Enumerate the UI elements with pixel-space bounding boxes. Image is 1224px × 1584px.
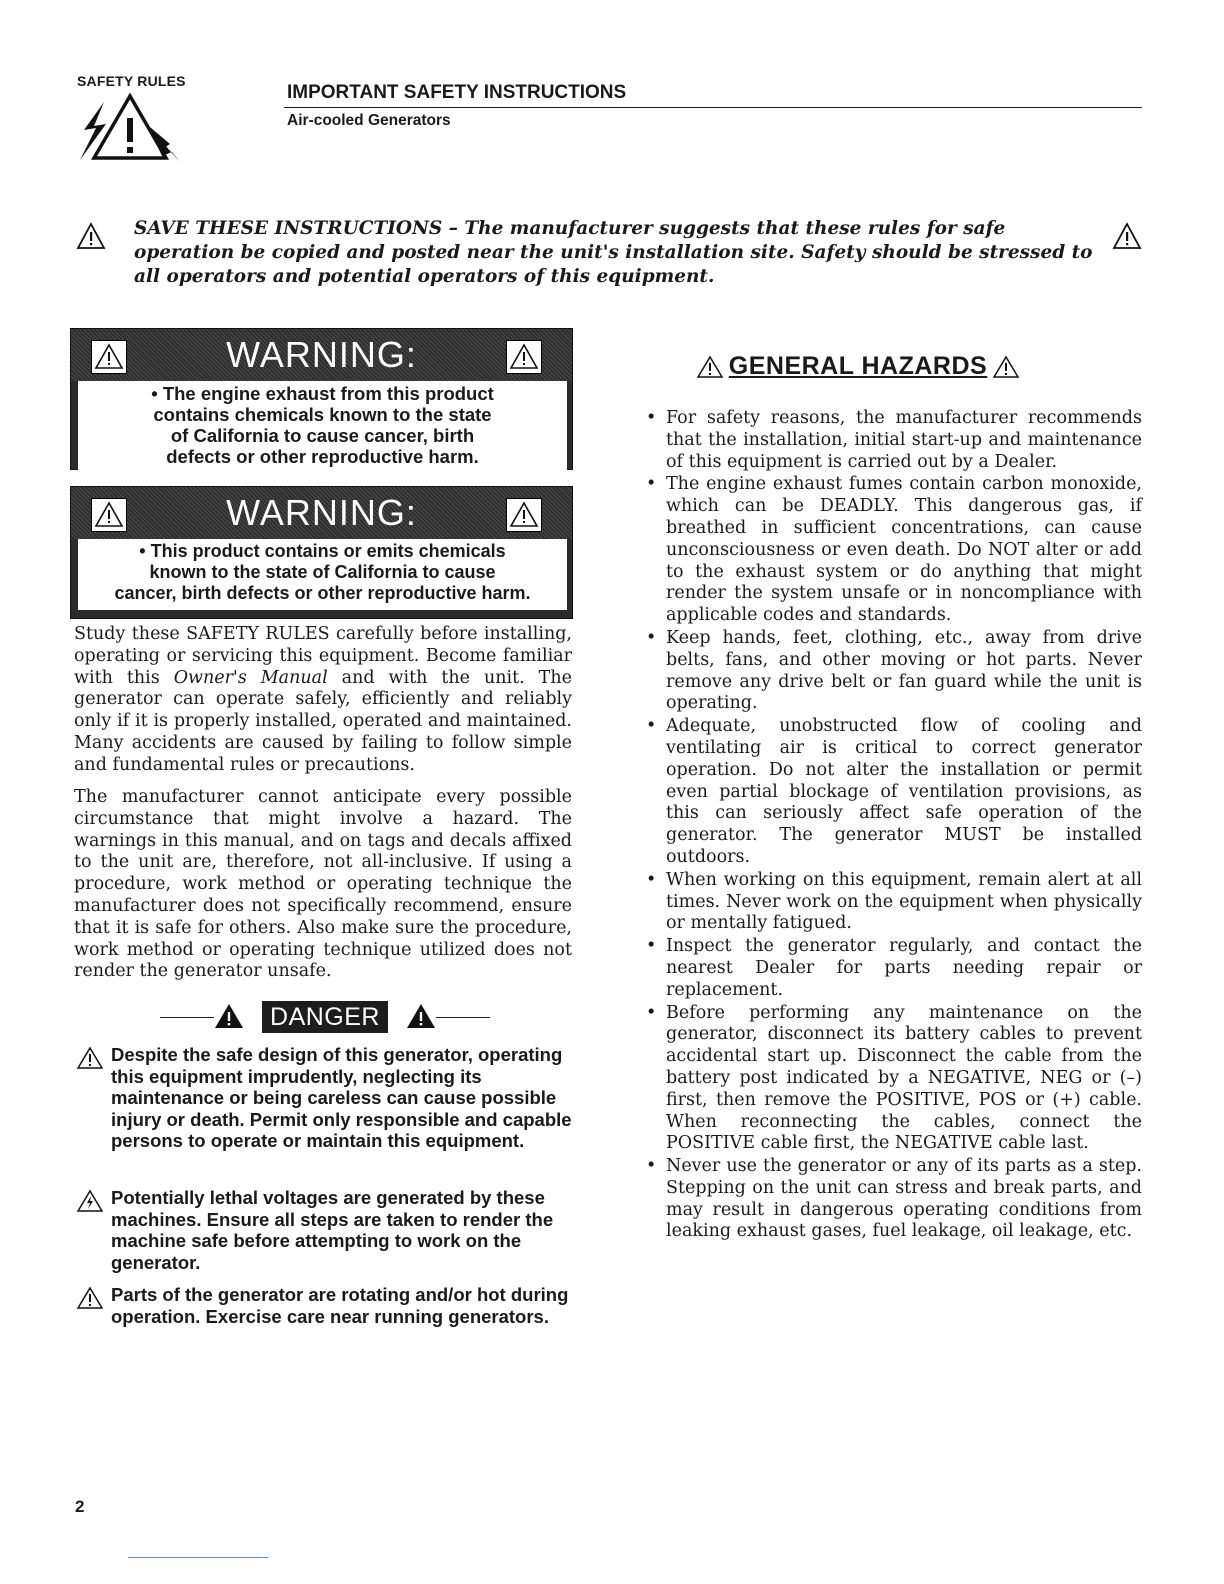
page-subtitle: Air-cooled Generators	[287, 112, 451, 129]
danger-banner	[160, 1000, 490, 1036]
danger-rule	[160, 1017, 214, 1018]
hazard-text: The engine exhaust fumes contain carbon monoxide, which can be DEADLY. This dangerous gas, if breathed in sufficient concentrations, can cause unconsciousness or even death. Do NOT alter or add to the exhaust system or do anything that might render the system unsafe or in noncompliance with applicable codes and standards.	[666, 474, 1142, 626]
warning-triangle-icon	[77, 1046, 103, 1070]
hazard-text: Before performing any maintenance on the generator, disconnect its battery cables to prevent accidental start up. Disconnect the cable from the battery post indicated by a NEGATIVE, NEG or (–) first, then remove the POSITIVE, POS or (+) cable. When reconnecting the cables, connect the POSITIVE cable first, the NEGATIVE cable last.	[666, 1002, 1142, 1154]
hazard-text: When working on this equipment, remain alert at all times. Never work on the equipment when physically or mentally fatigued.	[666, 869, 1142, 934]
footer-divider	[128, 1557, 268, 1558]
warning-header	[71, 487, 572, 539]
warning-triangle-icon	[506, 340, 542, 374]
hazard-text: Inspect the generator regularly, and contact the nearest Dealer for parts needing repair or replacement.	[666, 936, 1142, 1000]
save-instructions-notice: SAVE THESE INSTRUCTIONS – The manufacturer suggests that these rules for safe operation be copied and posted near the unit's installation site. Safety should be stressed to all operators and potential operators of this equipment.	[134, 218, 1093, 287]
warning-line: The engine exhaust from this product	[162, 383, 494, 404]
warning-text	[78, 539, 567, 610]
disclaimer-paragraph: The manufacturer cannot anticipate every possible circumstance that might involve a hazard. The warnings in this manual, and on tags and decals affixed to the unit are, therefore, not all-inclusive. If using a procedure, work method or operating technique the manufacturer does not specifically recommend, ensure that it is safe for others. Also make sure the procedure, work method or operating technique utilized does not render the generator unsafe.	[74, 787, 572, 982]
general-hazards-heading	[648, 352, 1068, 386]
bullet: •	[646, 716, 657, 737]
hazard-text: Adequate, unobstructed flow of cooling and ventilating air is critical to correct generator operation. Do not alter the installation or permit even partial blockage of ventilation provisions, as this can seriously affect safe operation of the generator. The generator MUST be installed outdoors.	[666, 716, 1142, 867]
warning-triangle-icon	[406, 1002, 436, 1030]
warning-line: contains chemicals known to the state	[153, 404, 492, 425]
intro-text: and with the unit. The generator can operate safely, efficiently and reliably only if it is properly installed, operated and maintained. Many accidents are caused by failing to follow simple and fundamental rules or precautions.	[74, 667, 572, 775]
warning-text	[78, 381, 567, 473]
bullet: •	[646, 408, 657, 428]
electrical-hazard-warning-icon	[74, 92, 186, 164]
danger-note: Despite the safe design of this generator, operating this equipment imprudently, neglecting its maintenance or being careless can cause possible injury or death. Permit only responsible and capable persons to operate or maintain this equipment.	[111, 1044, 572, 1152]
hazard-text: For safety reasons, the manufacturer recommends that the installation, initial start-up and maintenance of this equipment is carried out by a Dealer.	[666, 408, 1142, 472]
danger-note: Potentially lethal voltages are generated by these machines. Ensure all steps are taken to render the machine safe before attempting to work on the generator.	[111, 1187, 554, 1273]
warning-triangle-icon	[77, 1286, 103, 1310]
intro-paragraph	[74, 624, 572, 777]
warning-title: WARNING:	[226, 492, 417, 533]
warning-header	[71, 329, 572, 381]
bullet: •	[646, 1002, 657, 1023]
general-hazards-list	[644, 408, 1142, 1244]
bullet: •	[646, 474, 657, 495]
bullet: •	[646, 936, 657, 957]
bullet: •	[646, 627, 657, 648]
list-item	[644, 408, 1142, 473]
california-warning-exhaust	[70, 328, 573, 470]
header-divider	[284, 107, 1142, 108]
list-item	[644, 474, 1142, 627]
danger-rule	[436, 1017, 490, 1018]
warning-line: known to the state of California to cause	[149, 562, 496, 582]
warning-line: cancer, birth defects or other reproductive harm.	[114, 583, 531, 603]
warning-triangle-icon	[76, 222, 106, 250]
electrical-hazard-icon	[77, 1189, 103, 1213]
warning-triangle-icon	[506, 498, 542, 532]
warning-title: WARNING:	[226, 334, 417, 375]
list-item	[644, 716, 1142, 869]
warning-triangle-icon	[1112, 222, 1142, 250]
list-item	[644, 628, 1142, 715]
california-warning-chemicals	[70, 486, 573, 619]
warning-triangle-icon	[993, 355, 1019, 379]
warning-line: of California to cause cancer, birth	[170, 425, 475, 446]
page-title: IMPORTANT SAFETY INSTRUCTIONS	[287, 82, 627, 103]
hazard-text: Never use the generator or any of its parts as a step. Stepping on the unit can stress and break parts, and may result in dangerous operating conditions from leaking exhaust gases, fuel leakage, oil leakage, etc.	[666, 1156, 1142, 1242]
bullet: •	[646, 869, 657, 890]
warning-triangle-icon	[697, 355, 723, 379]
warning-line: This product contains or emits chemicals	[150, 541, 506, 561]
list-item	[644, 1156, 1142, 1243]
list-item	[644, 1003, 1142, 1156]
danger-note: Parts of the generator are rotating and/or hot during operation. Exercise care near running generators.	[111, 1284, 569, 1327]
list-item	[644, 936, 1142, 1001]
manual-title: Owner's Manual	[173, 667, 328, 688]
intro-text: Study these SAFETY RULES carefully before installing, operating or servicing this equipment. Become familiar with this	[74, 624, 572, 688]
bullet: •	[151, 383, 158, 404]
hazard-text: Keep hands, feet, clothing, etc., away from drive belts, fans, and other moving or hot parts. Never remove any drive belt or fan guard while the unit is operating.	[666, 627, 1142, 714]
section-heading: GENERAL HAZARDS	[728, 352, 988, 380]
list-item	[644, 870, 1142, 935]
section-tag: SAFETY RULES	[77, 73, 186, 89]
page-number: 2	[75, 1497, 85, 1516]
danger-label: DANGER	[262, 1001, 388, 1033]
bullet: •	[646, 1156, 657, 1177]
bullet: •	[139, 541, 146, 561]
warning-triangle-icon	[214, 1002, 244, 1030]
warning-line: defects or other reproductive harm.	[166, 446, 479, 467]
